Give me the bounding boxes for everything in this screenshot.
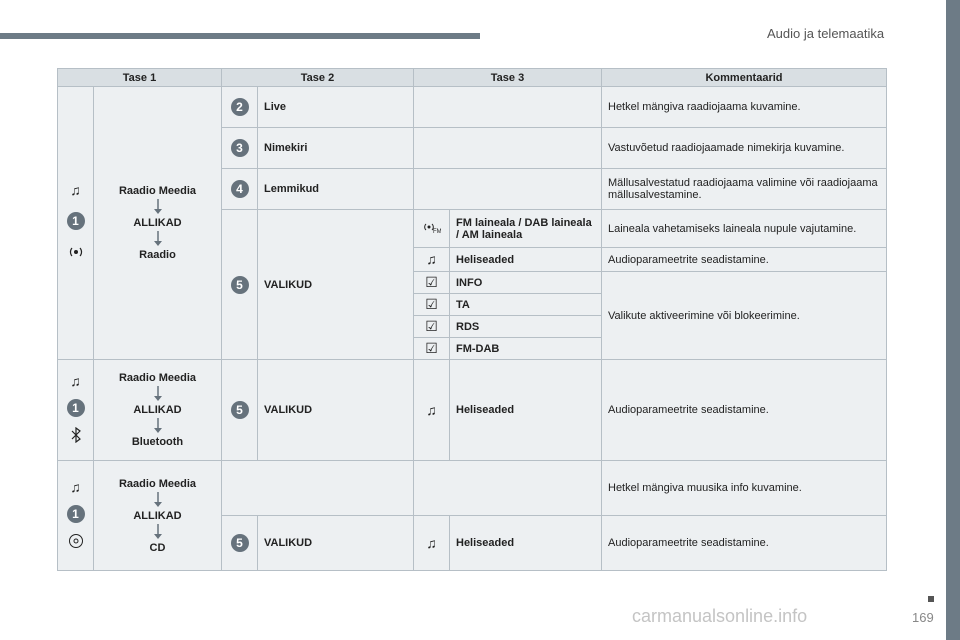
arrow-down-icon <box>153 199 163 215</box>
level1-label: ALLIKAD <box>133 217 182 229</box>
tase3-empty <box>414 87 602 128</box>
badge-cell <box>222 360 258 461</box>
checkbox-icon: ☑ <box>425 296 438 312</box>
level1-label: ALLIKAD <box>133 404 182 416</box>
menu-table <box>57 68 887 571</box>
level1-label: ALLIKAD <box>133 509 182 522</box>
settings-note-icon: ♫ <box>426 251 437 267</box>
comment-heliseaded: Audioparameetrite seadistamine. <box>602 516 887 571</box>
side-bar <box>946 0 960 640</box>
badge-1: 1 <box>67 212 85 230</box>
comment-checkboxes: Valikute aktiveerimine või blokeerimine. <box>602 272 887 360</box>
level1-path-bluetooth <box>94 360 222 461</box>
level1-label: Raadio Meedia <box>118 185 197 197</box>
section-title: Audio ja telemaatika <box>767 26 885 41</box>
tase3-empty <box>414 128 602 169</box>
tase3-empty <box>414 461 602 516</box>
badge-cell <box>222 516 258 571</box>
icon-cell <box>414 210 450 248</box>
comment-lemmikud: Mällusalvestatud raadiojaama valimine või raadiojaama mällusalvestamine. <box>602 169 887 210</box>
icon-cell <box>414 294 450 316</box>
watermark: carmanualsonline.info <box>632 606 808 626</box>
badge-1: 1 <box>67 505 85 523</box>
level1-icons-cd <box>58 461 94 571</box>
music-note-icon: ♫ <box>70 373 81 389</box>
header-kommentaarid: Kommentaarid <box>602 69 887 87</box>
icon-cell <box>414 516 450 571</box>
comment-laineala: Laineala vahetamiseks laineala nupule vajutamine. <box>602 210 887 248</box>
badge-cell <box>222 128 258 169</box>
header-tase1: Tase 1 <box>58 69 222 87</box>
level1-label: Raadio Meedia <box>118 477 197 490</box>
option-rds: RDS <box>450 316 602 338</box>
tase2-nimekiri: Nimekiri <box>258 128 414 169</box>
continue-marker <box>928 596 934 602</box>
level1-path-cd <box>94 461 222 571</box>
header-tase3: Tase 3 <box>414 69 602 87</box>
tase3-empty <box>414 169 602 210</box>
icon-cell <box>414 316 450 338</box>
bluetooth-icon <box>68 427 84 443</box>
badge-cell <box>222 87 258 128</box>
option-heliseaded: Heliseaded <box>450 248 602 272</box>
tase2-valikud: VALIKUD <box>258 516 414 571</box>
badge-4: 4 <box>231 180 249 198</box>
option-heliseaded: Heliseaded <box>450 360 602 461</box>
table-header-row <box>58 69 887 87</box>
arrow-down-icon <box>153 231 163 247</box>
cd-icon <box>68 533 84 549</box>
icon-cell <box>414 248 450 272</box>
fm-radio-icon <box>423 220 441 234</box>
level1-label: Raadio <box>139 249 176 261</box>
comment-heliseaded: Audioparameetrite seadistamine. <box>602 360 887 461</box>
checkbox-icon: ☑ <box>425 318 438 334</box>
option-fm-dab: FM-DAB <box>450 338 602 360</box>
comment-nimekiri: Vastuvõetud raadiojaamade nimekirja kuvamine. <box>602 128 887 169</box>
top-bar <box>0 33 480 39</box>
table-row <box>58 87 887 128</box>
music-note-icon: ♫ <box>70 478 81 495</box>
option-heliseaded: Heliseaded <box>450 516 602 571</box>
level1-label: Raadio Meedia <box>118 372 197 384</box>
level1-label: Bluetooth <box>131 436 184 448</box>
tase2-empty <box>222 461 414 516</box>
level1-label: CD <box>149 541 166 554</box>
icon-cell <box>414 360 450 461</box>
badge-cell <box>222 210 258 360</box>
arrow-down-icon <box>153 386 163 402</box>
badge-5: 5 <box>231 276 249 294</box>
badge-1: 1 <box>67 399 85 417</box>
comment-info: Hetkel mängiva muusika info kuvamine. <box>602 461 887 516</box>
level1-path-radio <box>94 87 222 360</box>
icon-cell <box>414 338 450 360</box>
level1-icons-radio <box>58 87 94 360</box>
tase2-lemmikud: Lemmikud <box>258 169 414 210</box>
badge-3: 3 <box>231 139 249 157</box>
badge-2: 2 <box>231 98 249 116</box>
badge-5: 5 <box>231 401 249 419</box>
badge-cell <box>222 169 258 210</box>
header-tase2: Tase 2 <box>222 69 414 87</box>
radio-antenna-icon <box>68 244 84 260</box>
badge-5: 5 <box>231 534 249 552</box>
settings-note-icon: ♫ <box>426 534 437 551</box>
tase2-valikud: VALIKUD <box>258 210 414 360</box>
settings-note-icon: ♫ <box>426 401 437 418</box>
svg-text:FM: FM <box>432 229 441 234</box>
table-row <box>58 461 887 516</box>
tase2-valikud: VALIKUD <box>258 360 414 461</box>
arrow-down-icon <box>153 418 163 434</box>
level1-icons-bluetooth <box>58 360 94 461</box>
arrow-down-icon <box>153 524 163 540</box>
option-ta: TA <box>450 294 602 316</box>
icon-cell <box>414 272 450 294</box>
option-laineala: FM laineala / DAB laineala / AM laineala <box>450 210 602 248</box>
checkbox-icon: ☑ <box>425 274 438 290</box>
page-number: 169 <box>912 610 934 625</box>
arrow-down-icon <box>153 492 163 508</box>
comment-heliseaded: Audioparameetrite seadistamine. <box>602 248 887 272</box>
table-row <box>58 360 887 461</box>
comment-live: Hetkel mängiva raadiojaama kuvamine. <box>602 87 887 128</box>
music-note-icon: ♫ <box>70 182 81 198</box>
checkbox-icon: ☑ <box>425 340 438 356</box>
tase2-live: Live <box>258 87 414 128</box>
option-info: INFO <box>450 272 602 294</box>
